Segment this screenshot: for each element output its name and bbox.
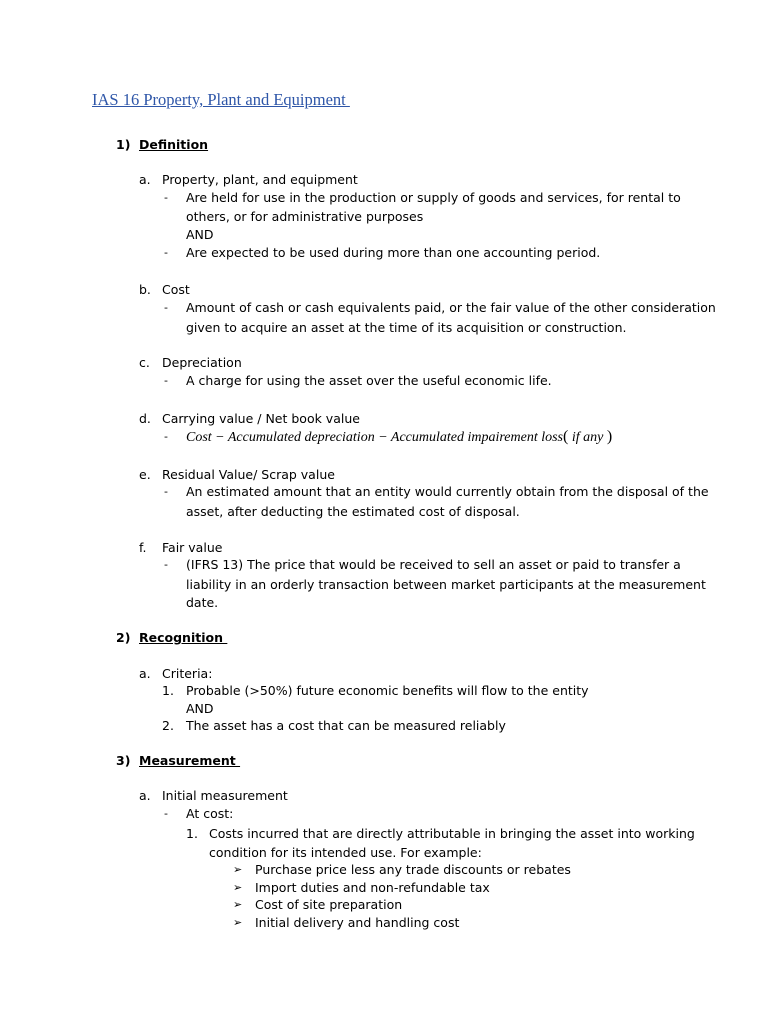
arrow-bullet-text: Cost of site preparation [255, 897, 403, 912]
arrow-bullet-icon: ➢ [233, 881, 243, 894]
dash-bullet: - [164, 191, 168, 204]
item-letter: f. [139, 540, 147, 555]
dash-bullet: - [164, 485, 168, 498]
numbered-text: Costs incurred that are directly attributable in bringing the asset into working [209, 826, 695, 841]
bullet-text: AND [186, 227, 214, 242]
bullet-text: Are held for use in the production or supply of goods and services, for rental to [186, 190, 681, 205]
item-label: Depreciation [162, 355, 242, 370]
item-label: Criteria: [162, 666, 213, 681]
item-letter: a. [139, 172, 151, 187]
carrying-value-formula [186, 427, 612, 448]
page-title: IAS 16 Property, Plant and Equipment [92, 90, 350, 109]
formula-main: Cost − Accumulated depreciation − Accumulated impairement loss [186, 430, 564, 445]
dash-bullet: - [164, 807, 168, 820]
item-letter: c. [139, 355, 150, 370]
dash-bullet: - [164, 558, 168, 571]
numbered-text: AND [186, 701, 214, 716]
numbered-marker: 2. [162, 718, 174, 733]
numbered-text: Probable (>50%) future economic benefits will flow to the entity [186, 683, 589, 698]
section-heading-recognition: Recognition [139, 630, 228, 645]
section-number: 2) [116, 630, 131, 645]
numbered-marker: 1. [186, 826, 198, 841]
formula-close-paren: ) [606, 428, 613, 445]
item-letter: e. [139, 467, 151, 482]
item-label: Carrying value / Net book value [162, 411, 360, 426]
bullet-text: Are expected to be used during more than one accounting period. [186, 245, 601, 260]
bullet-text: An estimated amount that an entity would currently obtain from the disposal of the [186, 484, 709, 499]
bullet-text: liability in an orderly transaction between market participants at the measurement [186, 577, 706, 592]
arrow-bullet-icon: ➢ [233, 863, 243, 876]
item-letter: b. [139, 282, 151, 297]
section-number: 3) [116, 753, 131, 768]
item-letter: d. [139, 411, 151, 426]
arrow-bullet-text: Import duties and non-refundable tax [255, 880, 490, 895]
numbered-marker: 1. [162, 683, 174, 698]
item-label: Cost [162, 282, 190, 297]
formula-condition: if any [568, 430, 607, 445]
item-letter: a. [139, 666, 151, 681]
item-label: Fair value [162, 540, 223, 555]
dash-bullet: - [164, 430, 168, 443]
bullet-text: (IFRS 13) The price that would be received to sell an asset or paid to transfer a [186, 557, 681, 572]
bullet-text: date. [186, 595, 219, 610]
section-number: 1) [116, 137, 131, 152]
item-letter: a. [139, 788, 151, 803]
arrow-bullet-icon: ➢ [233, 898, 243, 911]
arrow-bullet-icon: ➢ [233, 916, 243, 929]
bullet-text: A charge for using the asset over the useful economic life. [186, 373, 552, 388]
dash-bullet: - [164, 301, 168, 314]
item-label: Property, plant, and equipment [162, 172, 358, 187]
dash-bullet: - [164, 246, 168, 259]
sub-label: At cost: [186, 806, 234, 821]
dash-bullet: - [164, 374, 168, 387]
bullet-text: Amount of cash or cash equivalents paid, or the fair value of the other consideration [186, 300, 716, 315]
numbered-text: condition for its intended use. For example: [209, 845, 482, 860]
section-heading-definition: Definition [139, 137, 209, 152]
item-label: Residual Value/ Scrap value [162, 467, 335, 482]
formula-open-paren: ( [563, 428, 569, 445]
arrow-bullet-text: Initial delivery and handling cost [255, 915, 460, 930]
bullet-text: given to acquire an asset at the time of its acquisition or construction. [186, 320, 627, 335]
arrow-bullet-text: Purchase price less any trade discounts or rebates [255, 862, 571, 877]
bullet-text: asset, after deducting the estimated cost of disposal. [186, 504, 520, 519]
bullet-text: others, or for administrative purposes [186, 209, 424, 224]
section-heading-measurement: Measurement [139, 753, 241, 768]
item-label: Initial measurement [162, 788, 288, 803]
numbered-text: The asset has a cost that can be measured reliably [186, 718, 506, 733]
